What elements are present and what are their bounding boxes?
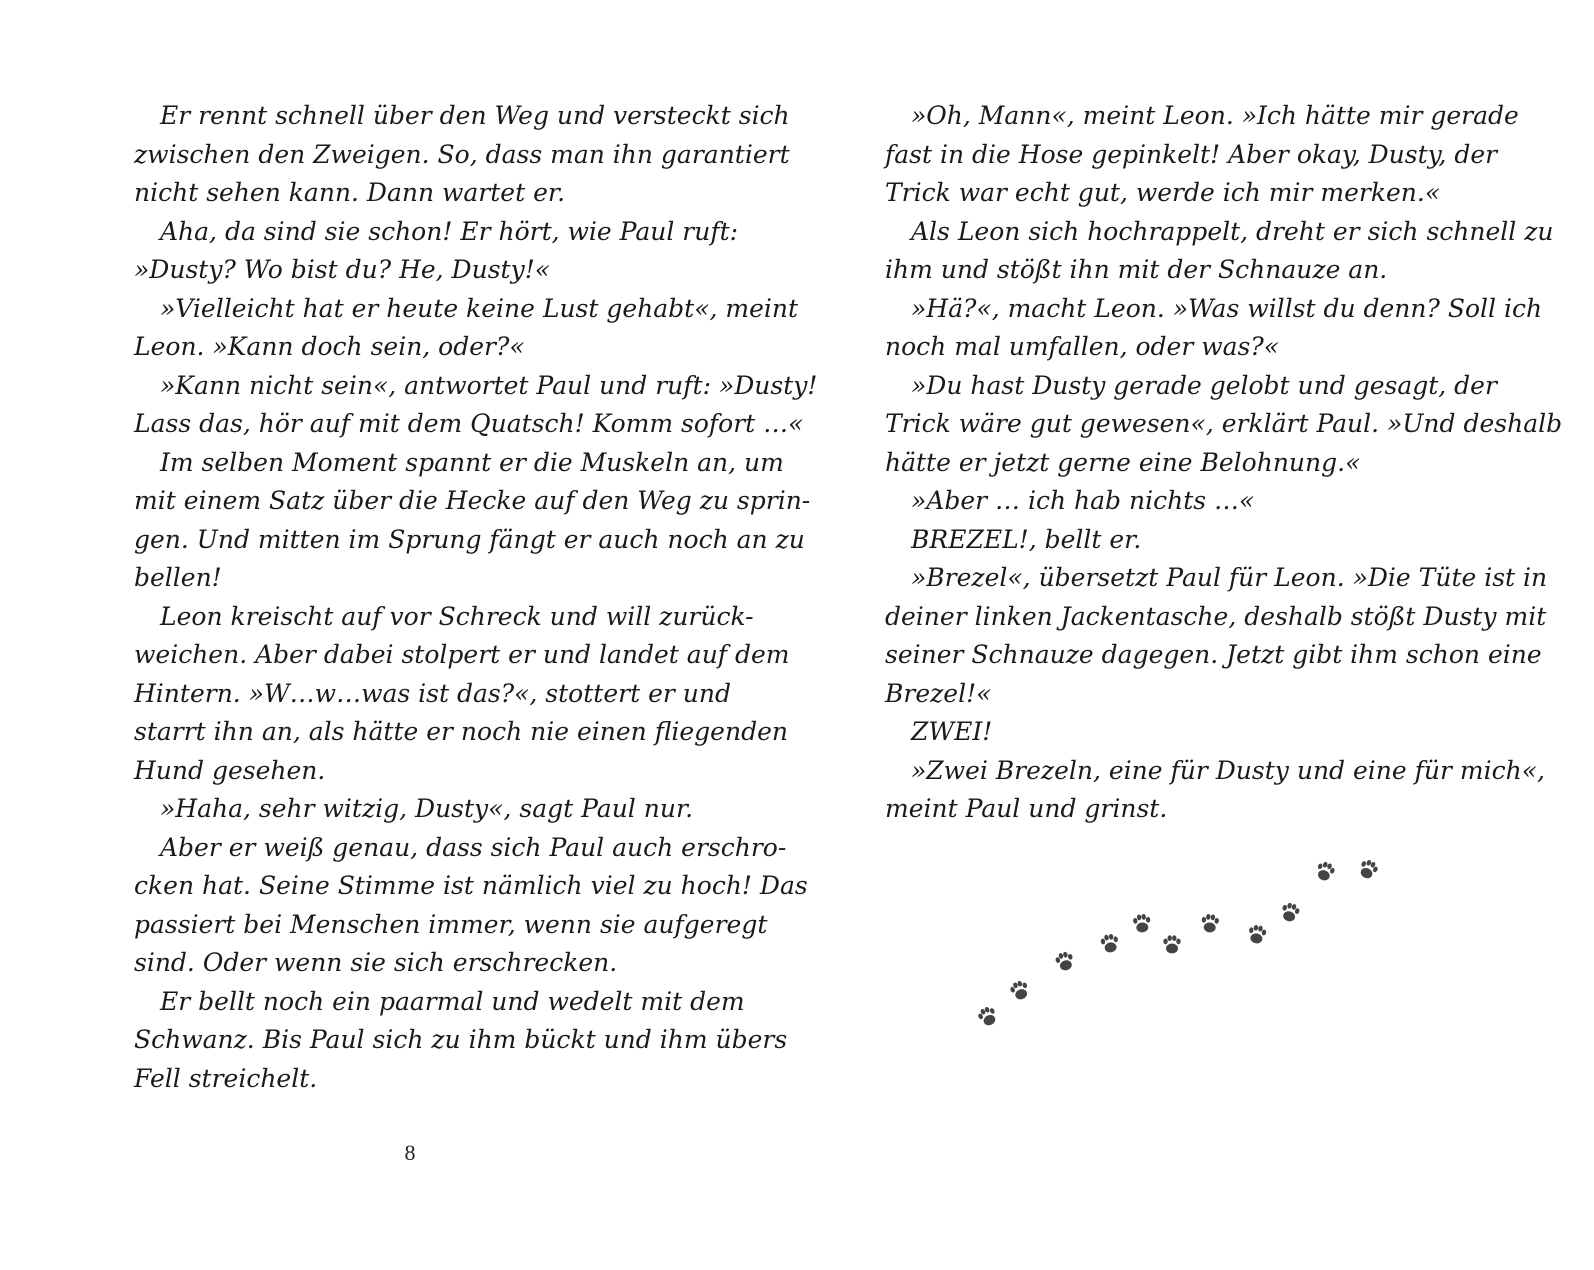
text-line: sind. Oder wenn sie sich erschrecken. [134,948,618,977]
paw-print [1279,901,1300,923]
paw-print [1163,935,1180,953]
paw-print [1247,924,1267,945]
paw-print [1201,914,1220,934]
left-page [134,97,818,1098]
text-line: Trick war echt gut, werde ich mir merken.« [885,178,1441,207]
paw-print [1314,860,1336,883]
text-line: BREZEL!, bellt er. [911,524,1142,554]
text-line: Hund gesehen. [134,755,326,785]
text-line: Aha, da sind sie schon! Er hört, wie Paul ruft: [160,216,739,246]
text-line: passiert bei Menschen immer, wenn sie aufgeregt [134,909,768,939]
paw-print [1100,933,1120,954]
text-line: Aber er weiß genau, dass sich Paul auch erschro- [160,832,787,862]
paw-print [976,1004,999,1028]
text-line: »Brezel«, übersetzt Paul für Leon. »Die Tüte ist in [911,563,1548,592]
right-page [885,97,1563,829]
paw-print [1054,950,1075,972]
text-line: »Vielleicht hat er heute keine Lust gehabt«, meint [160,293,799,323]
text-line: meint Paul und grinst. [885,794,1168,823]
text-line: Schwanz. Bis Paul sich zu ihm bückt und ihm übers [134,1025,788,1054]
text-line: Er bellt noch ein paarmal und wedelt mit dem [160,986,745,1016]
text-line: mit einem Satz über die Hecke auf den Weg zu sprin- [134,486,811,515]
text-line: »Oh, Mann«, meint Leon. »Ich hätte mir gerade [911,101,1519,130]
text-line: gen. Und mitten im Sprung fängt er auch noch an zu [134,524,805,554]
text-line: »Zwei Brezeln, eine für Dusty und eine für mich«, [911,755,1545,785]
text-line: »Haha, sehr witzig, Dusty«, sagt Paul nur. [160,794,694,823]
paw-print [1357,857,1380,881]
text-line: hätte er jetzt gerne eine Belohnung.« [885,447,1361,477]
text-line: zwischen den Zweigen. So, dass man ihn garantiert [134,139,790,169]
text-line: weichen. Aber dabei stolpert er und landet auf dem [134,640,790,669]
text-line: »Du hast Dusty gerade gelobt und gesagt, der [911,370,1497,400]
text-line: »Hä?«, macht Leon. »Was willst du denn? Soll ich [911,293,1543,323]
paw-print [1133,914,1152,934]
text-line: Als Leon sich hochrappelt, dreht er sich schnell zu [911,216,1554,246]
text-line: Leon. »Kann doch sein, oder?« [134,332,525,361]
text-line: Hintern. »W…w…was ist das?«, stottert er und [134,678,731,708]
text-line: »Dusty? Wo bist du? He, Dusty!« [134,255,551,284]
text-line: Im selben Moment spannt er die Muskeln an, um [160,447,784,477]
text-line: fast in die Hose gepinkelt! Aber okay, Dusty, der [885,139,1498,169]
text-line: Fell streichelt. [134,1063,318,1093]
paw-prints-illustration [960,840,1400,1050]
text-line: noch mal umfallen, oder was?« [885,332,1280,361]
text-line: Leon kreischt auf vor Schreck und will zurück- [160,601,754,631]
text-line: »Kann nicht sein«, antwortet Paul und ruft: »Dusty! [160,370,818,400]
text-line: Er rennt schnell über den Weg und versteckt sich [160,101,790,130]
text-line: Brezel!« [885,678,992,708]
text-line: ZWEI! [911,717,993,746]
page-number: 8 [404,1140,416,1165]
text-line: seiner Schnauze dagegen. Jetzt gibt ihm schon eine [885,640,1542,669]
paw-print [1009,979,1031,1002]
text-line: cken hat. Seine Stimme ist nämlich viel zu hoch! Das [134,871,808,900]
text-line: bellen! [134,563,222,592]
text-line: Lass das, hör auf mit dem Quatsch! Komm sofort …« [134,409,804,438]
text-line: deiner linken Jackentasche, deshalb stößt Dusty mit [885,601,1547,631]
text-line: starrt ihn an, als hätte er noch nie einen fliegenden [134,717,788,746]
text-line: nicht sehen kann. Dann wartet er. [134,178,566,207]
text-line: ihm und stößt ihn mit der Schnauze an. [885,255,1388,284]
text-line: Trick wäre gut gewesen«, erklärt Paul. »Und deshalb [885,409,1563,438]
text-line: »Aber … ich hab nichts …« [911,486,1255,515]
